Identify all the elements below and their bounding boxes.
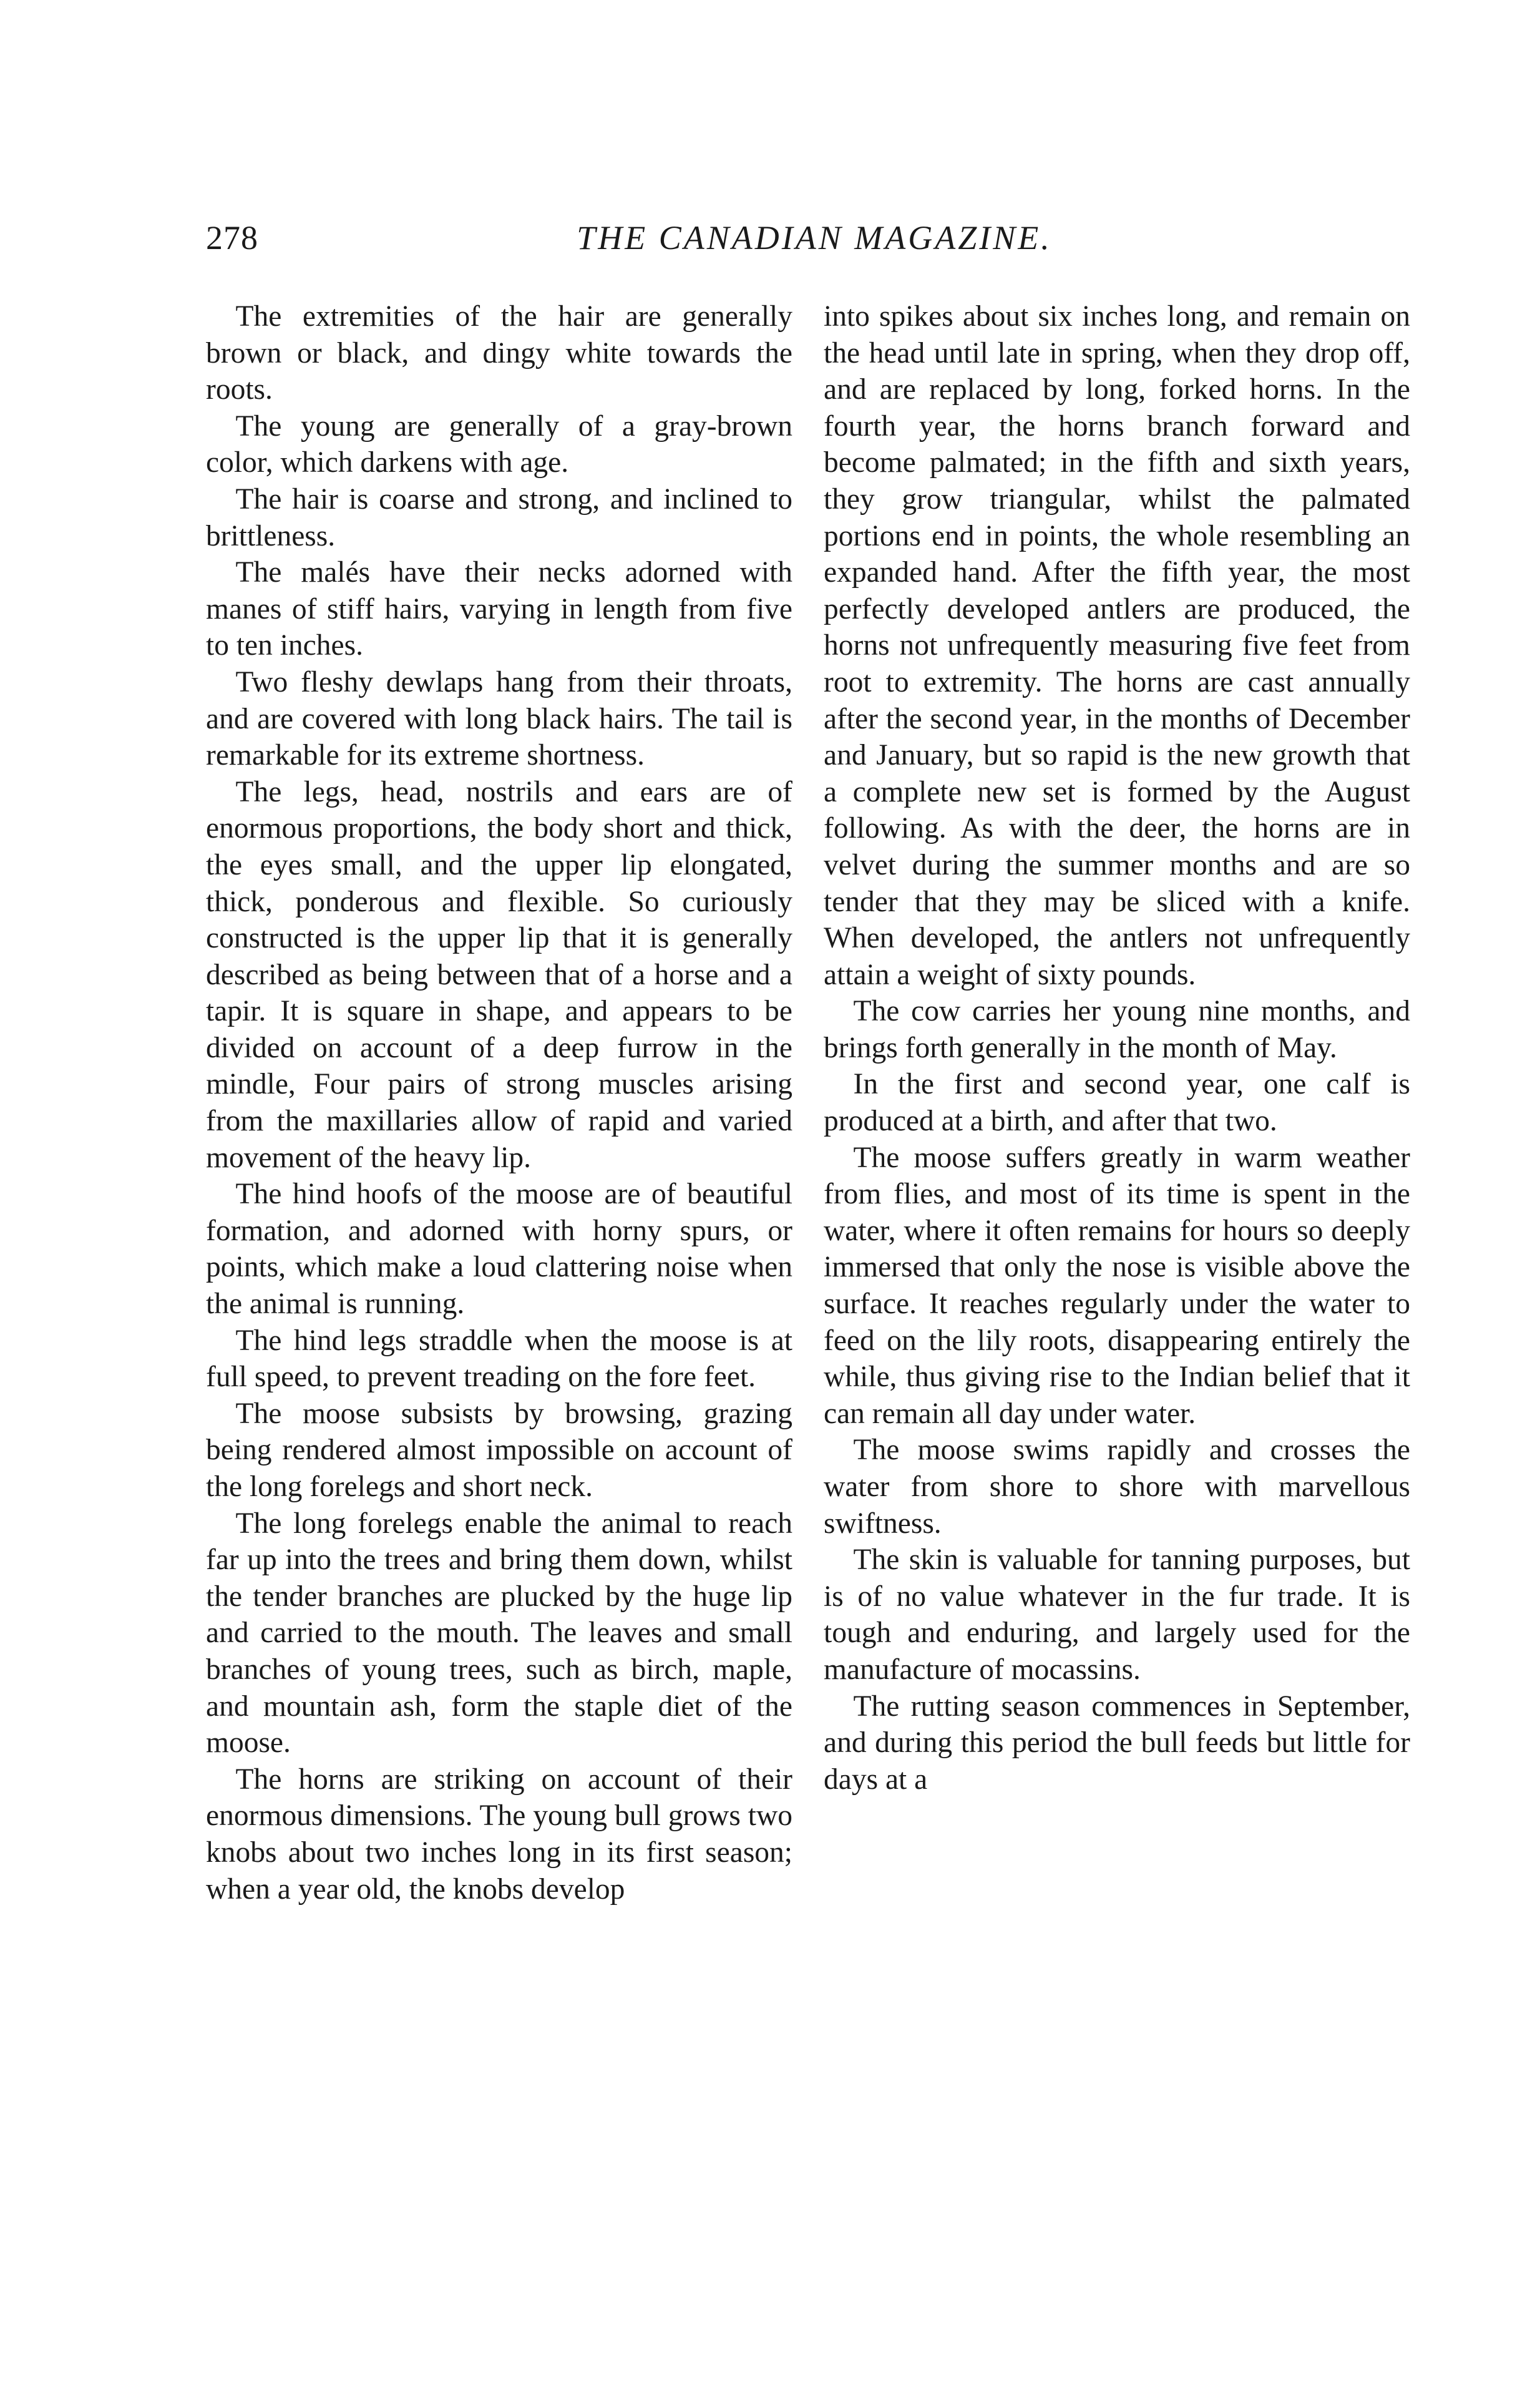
paragraph: The cow carries her young nine months, and brings forth generally in the month of May.	[824, 995, 1410, 1064]
paragraph: The malés have their necks adorned with manes of stiff hairs, varying in length from five to ten inches.	[206, 556, 792, 662]
paragraph: Two fleshy dewlaps hang from their throats, and are covered with long black hairs. The tail is remarkable for its extreme shortness.	[206, 665, 792, 772]
right-column	[824, 298, 1410, 1798]
paragraph: The young are generally of a gray-brown color, which darkens with age.	[206, 409, 792, 479]
paragraph: The hind legs straddle when the moose is at full speed, to prevent treading on the fore feet.	[206, 1324, 792, 1394]
paragraph: The moose swims rapidly and crosses the water from shore to shore with marvellous swiftness.	[824, 1434, 1410, 1540]
journal-title: THE CANADIAN MAGAZINE.	[577, 219, 1052, 257]
running-head	[206, 218, 1423, 275]
paragraph: The skin is valuable for tanning purposes, but is of no value whatever in the fur trade. It is tough and enduring, and largely used for the manufacture of mocassins.	[824, 1544, 1410, 1686]
paragraph: The hair is coarse and strong, and inclined to brittleness.	[206, 482, 792, 552]
paragraph: The rutting season commences in September, and during this period the bull feeds but little for days at a	[824, 1690, 1410, 1796]
paragraph: The horns are striking on account of their enormous dimensions. The young bull grows two knobs about two inches long in its first season; when a year old, the knobs develop	[206, 1763, 792, 1906]
paragraph: The hind hoofs of the moose are of beautiful formation, and adorned with horny spurs, or points, which make a loud clattering noise when the animal is running.	[206, 1178, 792, 1321]
paragraph: The moose suffers greatly in warm weather from flies, and most of its time is spent in the water, where it often remains for hours so deeply immersed that only the nose is visible above the surface. It reaches regularly under the water to feed on the lily roots, disappearing entirely the while, thus giving rise to the Indian belief that it can remain all day under water.	[824, 1141, 1410, 1430]
paragraph: The legs, head, nostrils and ears are of enormous proportions, the body short and thick, the eyes small, and the upper lip elongated, thick, ponderous and flexible. So curiously constructed is the upper lip that it is generally described as being between that of a horse and a tapir. It is square in shape, and appears to be divided on account of a deep furrow in the mindle, Four pairs of strong muscles arising from the maxillaries allow of rapid and varied movement of the heavy lip.	[206, 775, 792, 1174]
paragraph: In the first and second year, one calf is produced at a birth, and after that two.	[824, 1068, 1410, 1138]
left-column	[206, 298, 792, 1907]
paragraph-continued: into spikes about six inches long, and remain on the head until late in spring, when they drop off, and are replaced by long, forked horns. In the fourth year, the horns branch forward and become palmated; in the fifth and sixth years, they grow triangular, whilst the palmated portions end in points, the whole resembling an expanded hand. After the fifth year, the most perfectly developed antlers are produced, the horns not unfrequently measuring five feet from root to extremity. The horns are cast annually after the second year, in the months of December and January, but so rapid is the new growth that a complete new set is formed by the August following. As with the deer, the horns are in velvet during the summer months and are so tender that they may be sliced with a knife. When developed, the antlers not unfrequently attain a weight of sixty pounds.	[824, 300, 1410, 991]
paragraph: The moose subsists by browsing, grazing being rendered almost impossible on account of the long forelegs and short neck.	[206, 1397, 792, 1503]
page-number: 278	[206, 219, 258, 257]
paragraph: The long forelegs enable the animal to reach far up into the trees and bring them down, whilst the tender branches are plucked by the huge lip and carried to the mouth. The leaves and small branches of young trees, such as birch, maple, and mountain ash, form the staple diet of the moose.	[206, 1507, 792, 1759]
paragraph: The extremities of the hair are generally brown or black, and dingy white towards the roots.	[206, 300, 792, 406]
